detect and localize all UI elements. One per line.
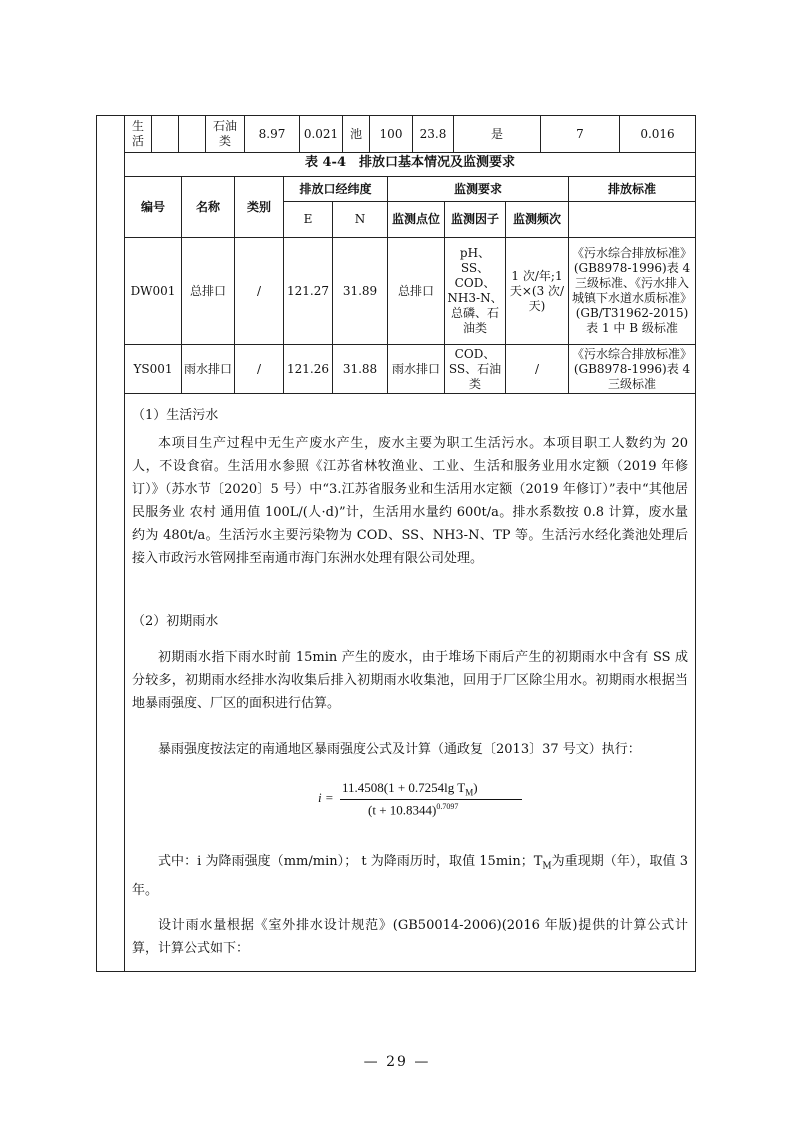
table-cell: 是 <box>454 116 541 153</box>
row-point: 雨水排口 <box>388 345 445 394</box>
formula-num: 11.4508(1 + 0.7254lg T <box>342 780 466 795</box>
row-e: 121.26 <box>284 345 333 394</box>
header-n: N <box>333 202 388 238</box>
header-e: E <box>284 202 333 238</box>
table-cell: 23.8 <box>413 116 454 153</box>
table-cell <box>179 116 206 153</box>
formula-denominator <box>368 802 458 818</box>
paragraph-domestic-sewage: 本项目生产过程中无生产废水产生，废水主要为职工生活污水。本项目职工人数约为 20 人，不设食宿。生活用水参照《江苏省林牧渔业、工业、生活和服务业用水定额（2019 年修订）》（苏水节〔2020〕5 号）中“3.江苏省服务业和生活用水定额（2019 年修订）”表中“其他居民服务业 农村 通用值 100L/(人·d)”计，生活用水量约 600t/a。排水系数按 0.8 计算，废水量约为 480t/a。生活污水主要污染物为 COD、SS、NH3-N、TP 等。生活污水经化粪池处理后接入市政污水管网排至南通市海门东洲水处理有限公司处理。 <box>132 436 688 566</box>
header-monitor: 监测要求 <box>388 177 569 202</box>
section-title-domestic-sewage: （1）生活污水 <box>132 408 219 423</box>
formula-numerator <box>342 780 478 798</box>
row-standard: 《污水综合排放标准》(GB8978-1996)表 4 三级标准 <box>569 345 696 394</box>
header-name: 名称 <box>182 177 235 238</box>
legend-text-b: 为重现期（年），取值 3 年。 <box>132 854 688 898</box>
table-cell: 池 <box>343 116 370 153</box>
section-title-initial-rain: （2）初期雨水 <box>132 614 219 629</box>
row-id: DW001 <box>125 238 182 345</box>
table-row <box>125 345 696 394</box>
legend-text-a: 式中：i 为降雨强度（mm/min）； t 为降雨历时，取值 15min；T <box>158 854 543 869</box>
header-freq: 监测频次 <box>506 202 569 238</box>
paragraph-rain-intensity: 暴雨强度按法定的南通地区暴雨强度公式及计算（通政复〔2013〕37 号文）执行： <box>158 742 641 757</box>
row-name: 雨水排口 <box>182 345 235 394</box>
header-id: 编号 <box>125 177 182 238</box>
header-standard-blank <box>569 202 696 238</box>
row-e: 121.27 <box>284 238 333 345</box>
row-factor: COD、SS、石油类 <box>445 345 506 394</box>
formula-exponent: 0.7097 <box>436 802 459 811</box>
formula-num-end: ) <box>473 780 478 795</box>
table-cell <box>152 116 179 153</box>
legend-sub: M <box>542 861 552 872</box>
table-row <box>125 116 696 153</box>
table-cell: 生活 <box>125 116 152 153</box>
table-title: 表 4-4 排放口基本情况及监测要求 <box>304 155 515 170</box>
formula-den: (t + 10.8344) <box>368 802 437 818</box>
header-factor: 监测因子 <box>445 202 506 238</box>
table-cell: 100 <box>370 116 413 153</box>
table-cell: 石油类 <box>206 116 245 153</box>
paragraph-initial-rain: 初期雨水指下雨水时前 15min 产生的废水，由于堆场下雨后产生的初期雨水中含有 SS 成分较多，初期雨水经排水沟收集后排入初期雨水收集池，回用于厂区除尘用水。初期雨水根据当地暴雨强度、厂区的面积进行估算。 <box>132 650 688 711</box>
row-type: / <box>235 238 284 345</box>
emission-table-continued <box>124 115 696 153</box>
table-header-row <box>125 177 696 202</box>
row-freq: 1 次/年;1 天×(3 次/天) <box>506 238 569 345</box>
row-freq: / <box>506 345 569 394</box>
table-cell: 0.021 <box>300 116 343 153</box>
row-id: YS001 <box>125 345 182 394</box>
paragraph-design-rainfall: 设计雨水量根据《室外排水设计规范》(GB50014-2006)(2016 年版)提供的计算公式计算，计算公式如下： <box>132 918 688 956</box>
header-standard: 排放标准 <box>569 177 696 202</box>
row-standard: 《污水综合排放标准》(GB8978-1996)表 4 三级标准、《污水排入城镇下水道水质标准》(GB/T31962-2015)表 1 中 B 级标准 <box>569 238 696 345</box>
paragraph-formula-legend <box>132 850 688 902</box>
outlet-monitoring-table <box>124 176 696 394</box>
table-row <box>125 238 696 345</box>
fraction-bar <box>340 799 522 800</box>
page-number: — 29 — <box>363 1054 431 1070</box>
row-type: / <box>235 345 284 394</box>
header-point: 监测点位 <box>388 202 445 238</box>
row-name: 总排口 <box>182 238 235 345</box>
formula-lhs: i = <box>318 790 334 805</box>
table-cell: 8.97 <box>245 116 300 153</box>
header-type: 类别 <box>235 177 284 238</box>
row-n: 31.89 <box>333 238 388 345</box>
header-coords: 排放口经纬度 <box>284 177 388 202</box>
row-point: 总排口 <box>388 238 445 345</box>
row-factor: pH、SS、COD、NH3-N、总磷、石油类 <box>445 238 506 345</box>
table-cell: 7 <box>541 116 620 153</box>
table-cell: 0.016 <box>620 116 696 153</box>
formula-num-sub: M <box>465 787 474 798</box>
row-n: 31.88 <box>333 345 388 394</box>
